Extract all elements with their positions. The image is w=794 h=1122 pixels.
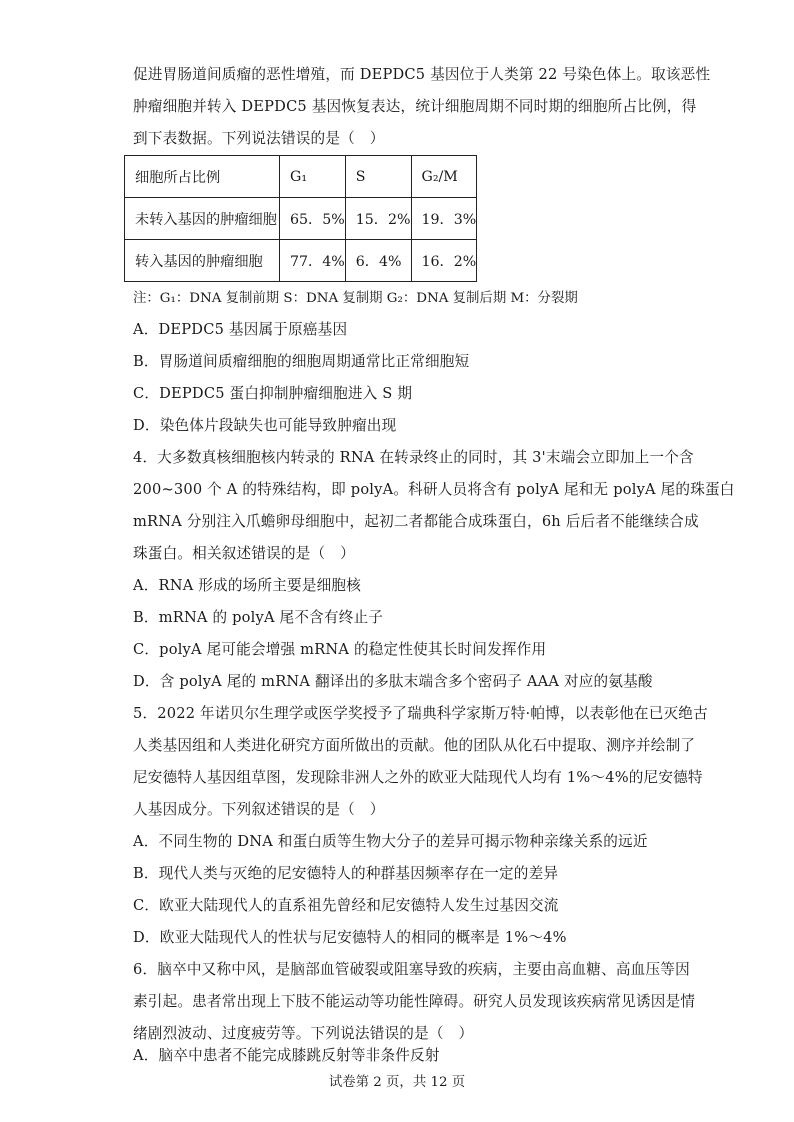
table-cell: S xyxy=(345,156,411,198)
q6-text-line-2: 素引起。患者常出现上下肢不能运动等功能性障碍。研究人员发现该疾病常见诱因是情 xyxy=(133,993,696,1010)
q4-text-line-2: 200~300 个 A 的特殊结构，即 polyA。科研人员将含有 polyA 尾和无 polyA 尾的珠蛋白 xyxy=(133,481,735,498)
q4-option-b: B．mRNA 的 polyA 尾不含有终止子 xyxy=(133,609,384,626)
q4-text-line-3: mRNA 分别注入爪蟾卵母细胞中，起初二者都能合成珠蛋白，6h 后后者不能继续合成 xyxy=(133,513,699,530)
q6-text-line-1: 6．脑卒中又称中风，是脑部血管破裂或阻塞导致的疾病，主要由高血糖、高血压等因 xyxy=(133,961,690,978)
table-cell: 65．5% xyxy=(280,198,346,240)
q5-option-d: D．欧亚大陆现代人的性状与尼安德特人的相同的概率是 1%～4% xyxy=(133,929,567,946)
q3-text-line-3: 到下表数据。下列说法错误的是（ ） xyxy=(133,130,385,147)
table-cell: 转入基因的肿瘤细胞 xyxy=(125,240,280,282)
table-cell: 6．4% xyxy=(345,240,411,282)
q6-text-line-3: 绪剧烈波动、过度疲劳等。下列说法错误的是（ ） xyxy=(133,1025,474,1042)
q3-option-b: B．胃肠道间质瘤细胞的细胞周期通常比正常细胞短 xyxy=(133,353,470,370)
q5-text-line-1: 5．2022 年诺贝尔生理学或医学奖授予了瑞典科学家斯万特·帕博，以表彰他在已灭绝古 xyxy=(133,705,708,722)
table-note: 注：G₁：DNA 复制前期 S：DNA 复制期 G₂：DNA 复制后期 M：分裂期 xyxy=(133,291,578,306)
q5-option-c: C．欧亚大陆现代人的直系祖先曾经和尼安德特人发生过基因交流 xyxy=(133,897,559,914)
q6-option-a: A．脑卒中患者不能完成膝跳反射等非条件反射 xyxy=(133,1047,440,1064)
q5-option-a: A．不同生物的 DNA 和蛋白质等生物大分子的差异可揭示物种亲缘关系的远近 xyxy=(133,833,648,850)
q3-text-line-2: 肿瘤细胞并转入 DEPDC5 基因恢复表达，统计细胞周期不同时期的细胞所占比例，得 xyxy=(133,98,697,115)
table-row xyxy=(125,198,477,240)
table-cell: 细胞所占比例 xyxy=(125,156,280,198)
page-footer: 试卷第 2 页，共 12 页 xyxy=(328,1075,466,1090)
q4-text-line-1: 4．大多数真核细胞核内转录的 RNA 在转录终止的同时，其 3'末端会立即加上一个含 xyxy=(133,449,694,466)
table-header-row xyxy=(125,156,477,198)
q5-option-b: B．现代人类与灭绝的尼安德特人的种群基因频率存在一定的差异 xyxy=(133,865,559,882)
q3-option-c: C．DEPDC5 蛋白抑制肿瘤细胞进入 S 期 xyxy=(133,385,413,402)
q4-option-d: D．含 polyA 尾的 mRNA 翻译出的多肽末端含多个密码子 AAA 对应的氨基酸 xyxy=(133,673,653,690)
table-row xyxy=(125,240,477,282)
q4-option-a: A．RNA 形成的场所主要是细胞核 xyxy=(133,577,362,594)
table-cell: G₁ xyxy=(280,156,346,198)
q5-text-line-2: 人类基因组和人类进化研究方面所做出的贡献。他的团队从化石中提取、测序并绘制了 xyxy=(133,737,696,754)
table-cell: 19．3% xyxy=(411,198,477,240)
cell-cycle-table xyxy=(124,155,477,282)
table-cell: 未转入基因的肿瘤细胞 xyxy=(125,198,280,240)
table-cell: 16．2% xyxy=(411,240,477,282)
q4-text-line-4: 珠蛋白。相关叙述错误的是（ ） xyxy=(133,545,355,562)
table-cell: G₂/M xyxy=(411,156,477,198)
table-cell: 77．4% xyxy=(280,240,346,282)
q5-text-line-3: 尼安德特人基因组草图，发现除非洲人之外的欧亚大陆现代人均有 1%～4%的尼安德特 xyxy=(133,769,703,786)
table-cell: 15．2% xyxy=(345,198,411,240)
q3-option-d: D．染色体片段缺失也可能导致肿瘤出现 xyxy=(133,417,397,434)
q3-option-a: A．DEPDC5 基因属于原癌基因 xyxy=(133,321,348,338)
q4-option-c: C．polyA 尾可能会增强 mRNA 的稳定性使其长时间发挥作用 xyxy=(133,641,547,658)
q5-text-line-4: 人基因成分。下列叙述错误的是（ ） xyxy=(133,801,385,818)
q3-text-line-1: 促进胃肠道间质瘤的恶性增殖，而 DEPDC5 基因位于人类第 22 号染色体上。取该恶性 xyxy=(133,66,711,83)
